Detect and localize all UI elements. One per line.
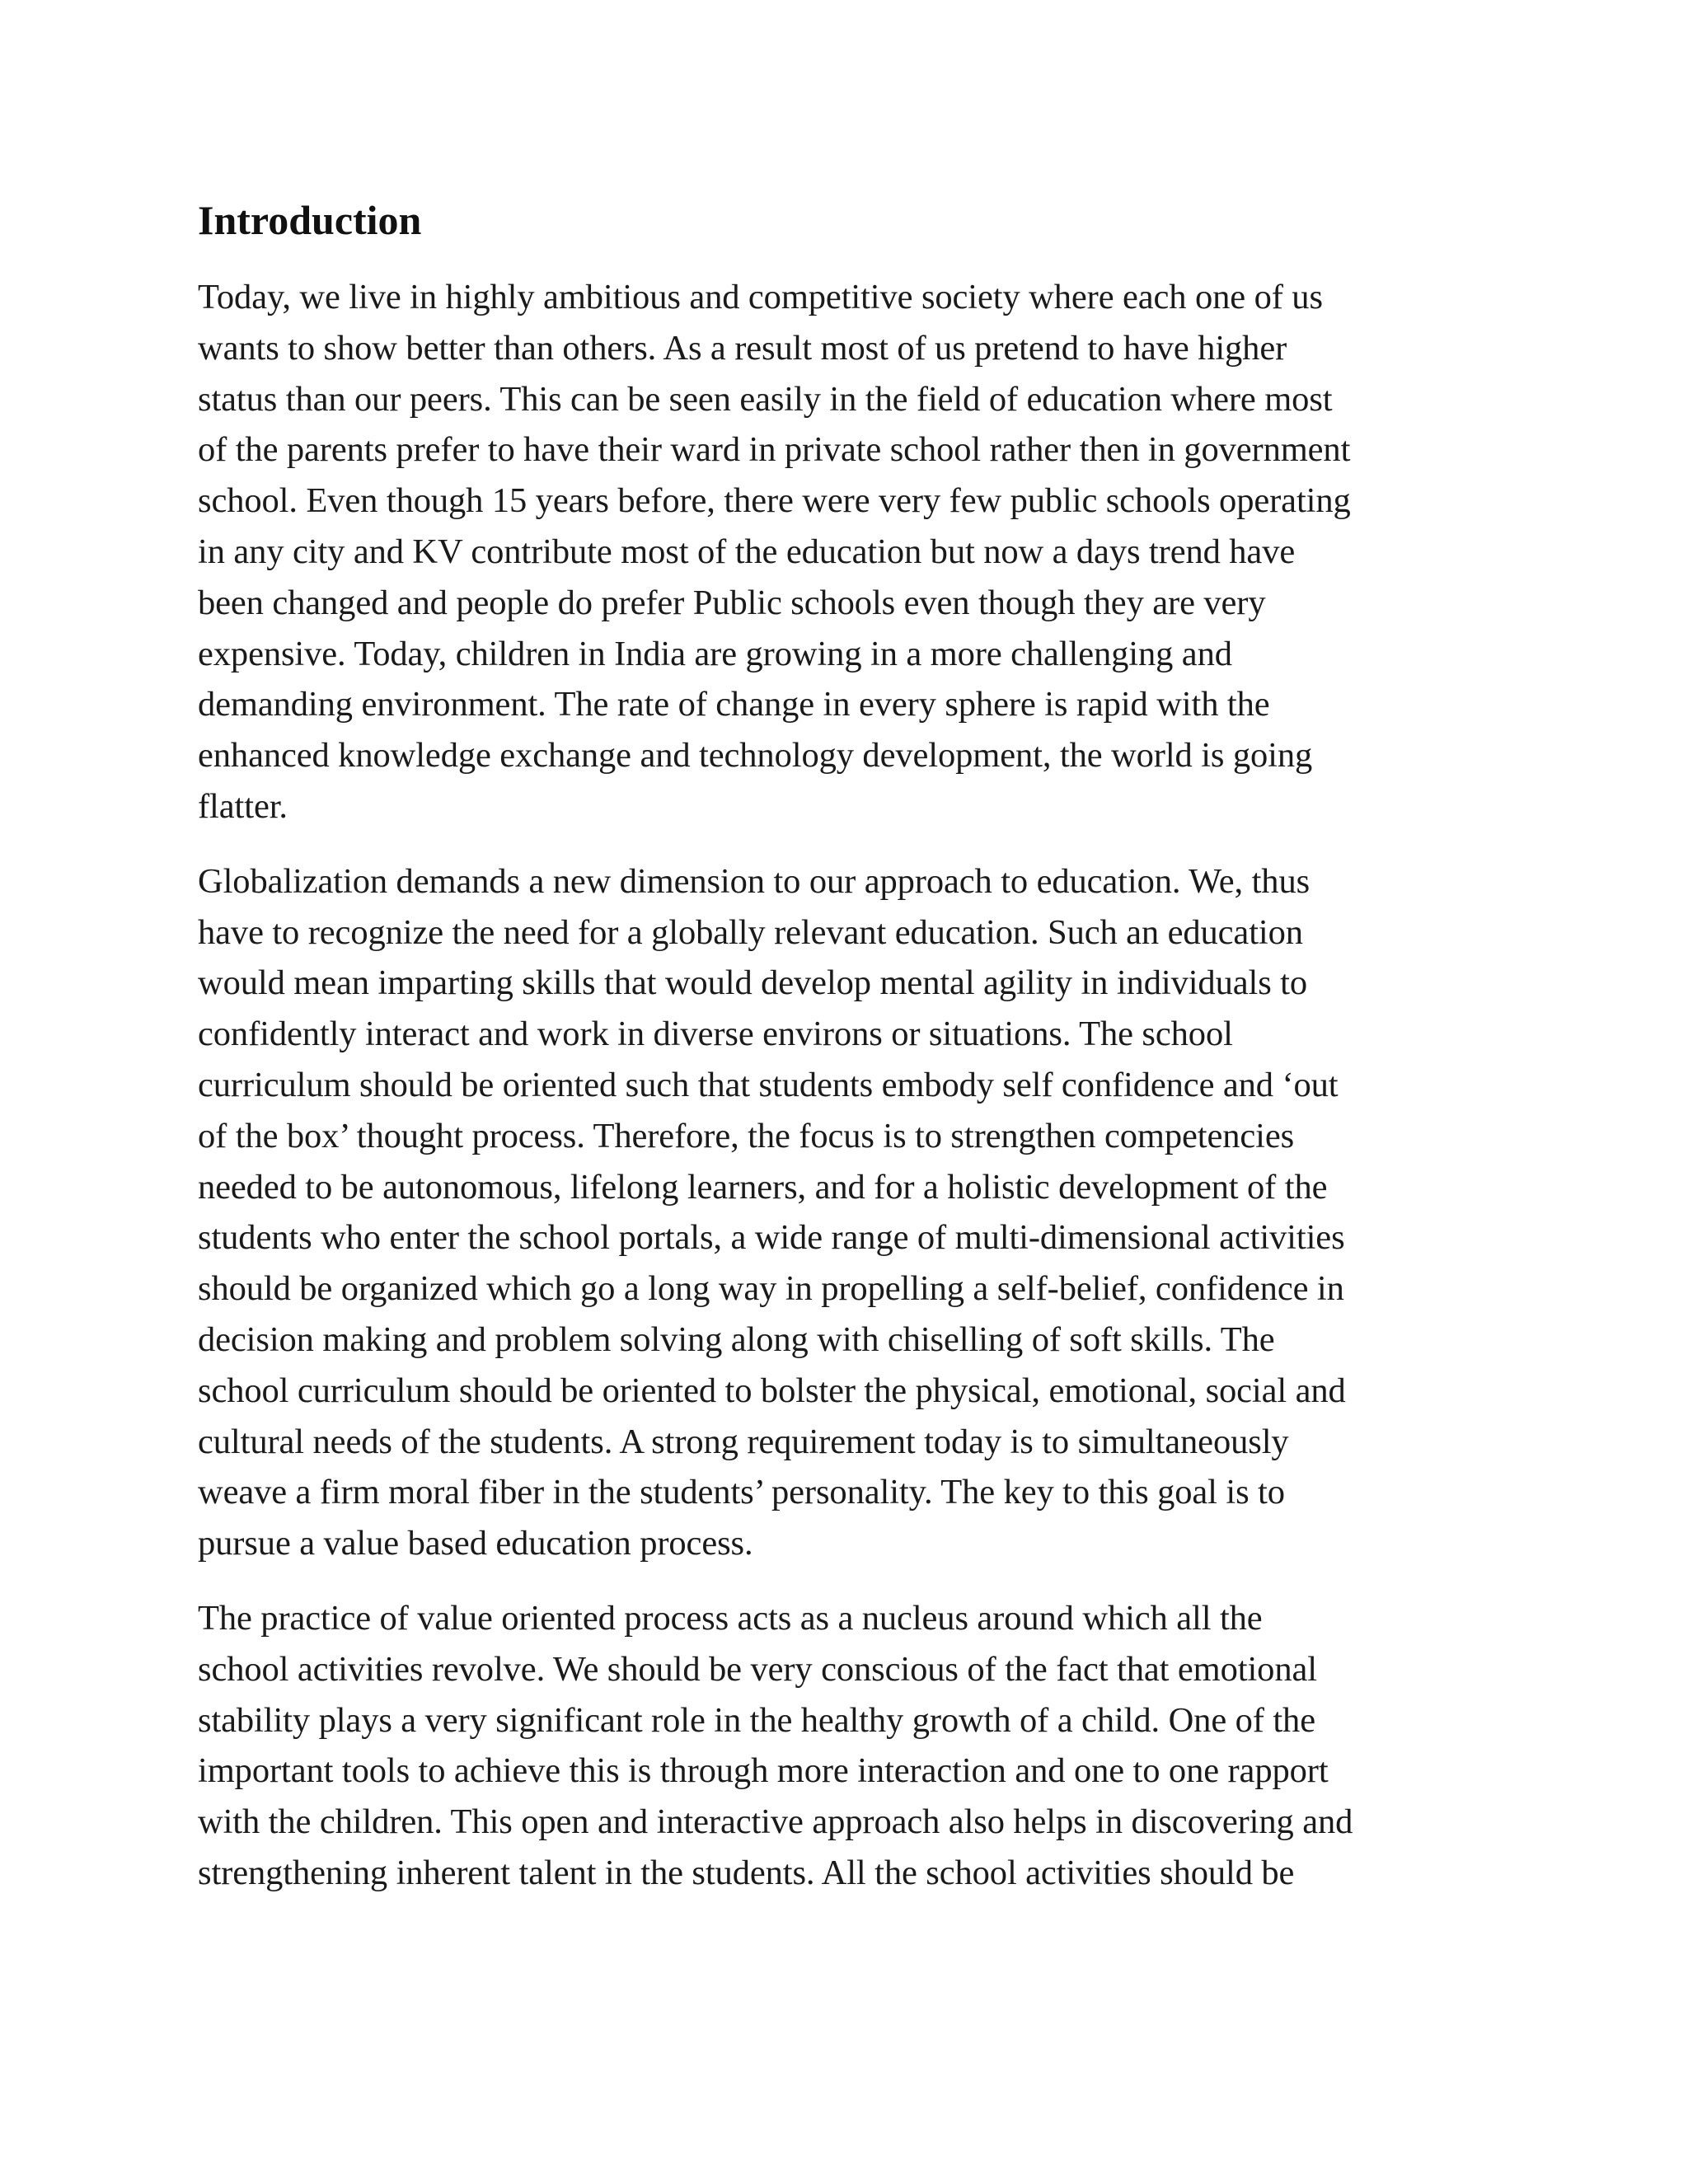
section-heading: Introduction: [198, 197, 422, 243]
text-line: confidently interact and work in diverse environs or situations. The school: [198, 1015, 1233, 1054]
document-page: [198, 190, 1533, 1923]
text-line: students who enter the school portals, a wide range of multi-dimensional activities: [198, 1218, 1345, 1258]
text-line: curriculum should be oriented such that students embody self confidence and ‘out: [198, 1065, 1339, 1104]
text-line: enhanced knowledge exchange and technology development, the world is going: [198, 736, 1313, 776]
paragraph-2: [198, 856, 1533, 1569]
text-line: pursue a value based education process.: [198, 1524, 753, 1563]
text-line: Globalization demands a new dimension to our approach to education. We, thus: [198, 861, 1311, 901]
text-line: flatter.: [198, 786, 288, 826]
text-line: would mean imparting skills that would develop mental agility in individuals to: [198, 963, 1308, 1003]
text-line: stability plays a very significant role in the healthy growth of a child. One of the: [198, 1700, 1315, 1740]
text-line: weave a firm moral fiber in the students’ personality. The key to this goal is to: [198, 1473, 1285, 1512]
text-line: should be organized which go a long way in propelling a self-belief, confidence in: [198, 1269, 1344, 1309]
text-line: cultural needs of the students. A strong requirement today is to simultaneously: [198, 1422, 1289, 1461]
text-line: expensive. Today, children in India are growing in a more challenging and: [198, 634, 1232, 673]
text-line: of the box’ thought process. Therefore, the focus is to strengthen competencies: [198, 1116, 1295, 1155]
paragraph-3: [198, 1593, 1533, 1899]
text-line: status than our peers. This can be seen easily in the field of education where most: [198, 379, 1333, 419]
text-line: school curriculum should be oriented to bolster the physical, emotional, social and: [198, 1371, 1346, 1410]
text-line: Today, we live in highly ambitious and competitive society where each one of us: [198, 278, 1323, 316]
text-line: school activities revolve. We should be very conscious of the fact that emotional: [198, 1649, 1317, 1689]
body-text: [198, 272, 1533, 1899]
text-line: have to recognize the need for a globally relevant education. Such an education: [198, 912, 1303, 952]
text-line: The practice of value oriented process acts as a nucleus around which all the: [198, 1598, 1263, 1638]
text-line: with the children. This open and interactive approach also helps in discovering and: [198, 1802, 1353, 1842]
text-line: demanding environment. The rate of change in every sphere is rapid with the: [198, 685, 1270, 724]
text-line: strengthening inherent talent in the students. All the school activities should be: [198, 1853, 1295, 1892]
text-line: important tools to achieve this is through more interaction and one to one rapport: [198, 1751, 1329, 1791]
text-line: needed to be autonomous, lifelong learners, and for a holistic development of the: [198, 1167, 1328, 1207]
text-line: in any city and KV contribute most of the education but now a days trend have: [198, 532, 1296, 571]
text-line: of the parents prefer to have their ward in private school rather then in government: [198, 430, 1351, 470]
text-line: been changed and people do prefer Public schools even though they are very: [198, 583, 1266, 622]
text-line: decision making and problem solving along with chiselling of soft skills. The: [198, 1319, 1275, 1359]
text-line: school. Even though 15 years before, there were very few public schools operating: [198, 481, 1351, 521]
paragraph-1: [198, 272, 1533, 832]
text-line: wants to show better than others. As a result most of us pretend to have higher: [198, 328, 1287, 368]
